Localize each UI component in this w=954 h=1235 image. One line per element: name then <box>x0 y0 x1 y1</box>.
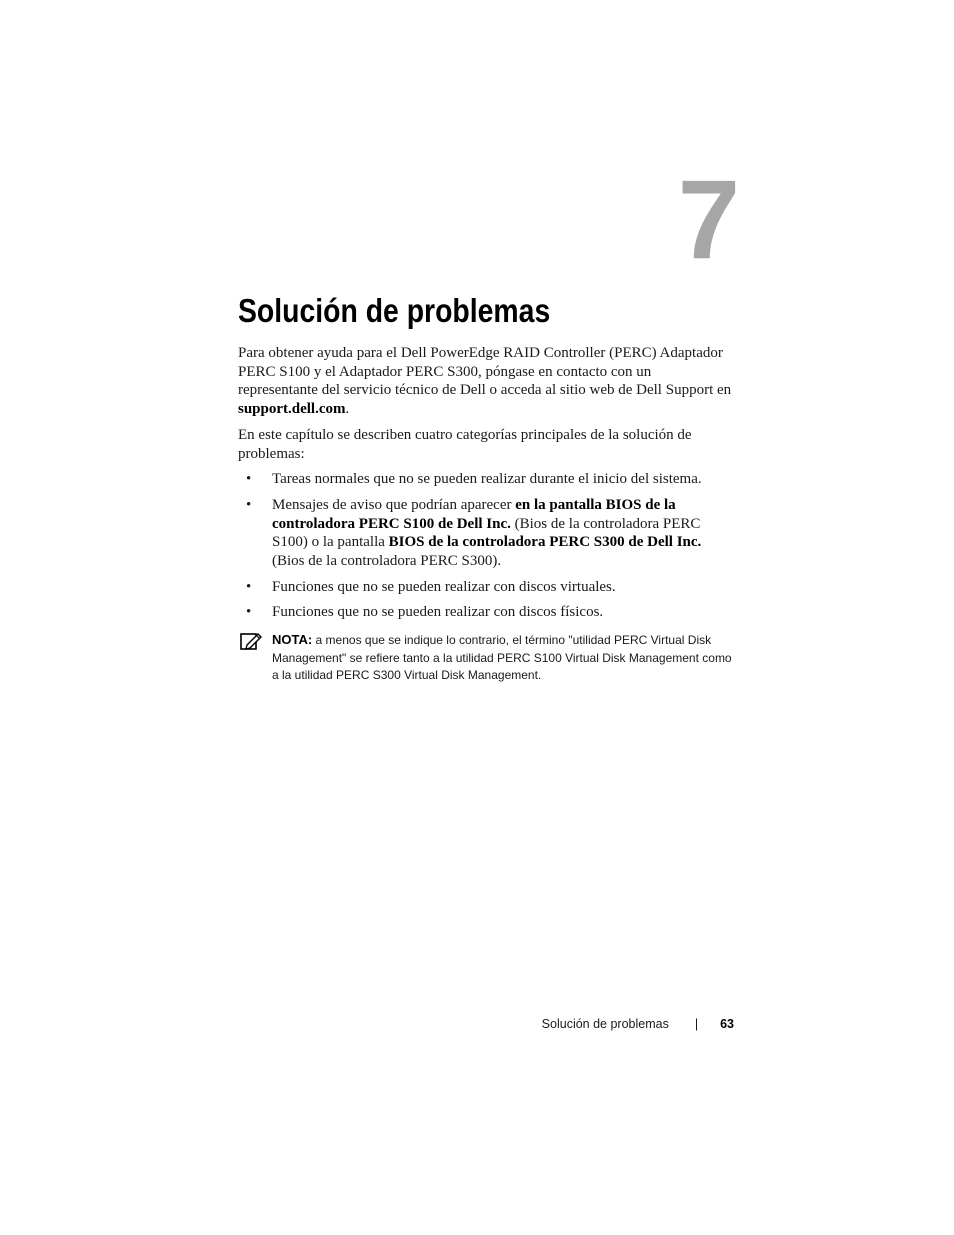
list-item-text: (Bios de la controladora PERC S300). <box>272 553 502 570</box>
footer-separator: | <box>694 1017 699 1031</box>
bullet-glyph: • <box>246 496 252 513</box>
note-box <box>238 631 734 685</box>
category-list <box>238 470 734 622</box>
list-item <box>238 496 734 571</box>
intro-end: . <box>345 401 350 418</box>
list-item-text: Tareas normales que no se pueden realizar durante el inicio del sistema. <box>272 471 702 488</box>
body-text <box>238 344 734 685</box>
page-number: 63 <box>720 1017 734 1031</box>
bullet-glyph: • <box>246 578 252 595</box>
note-label: NOTA: <box>272 632 313 648</box>
bios-s100-screen: en la pantalla BIOS de la controladora PERC S100 de Dell Inc. <box>272 496 676 532</box>
chapter-number: 7 <box>677 157 740 282</box>
intro-paragraph <box>238 344 734 419</box>
list-item-text: Funciones que no se pueden realizar con discos virtuales. <box>272 578 616 595</box>
list-item-text: (Bios de la controladora PERC S100) o la pantalla <box>272 515 701 551</box>
note-body: a menos que se indique lo contrario, el término "utilidad PERC Virtual Disk Management" se refiere tanto a la utilidad PERC S100 Virtual Disk Management como a la utilidad PERC S300 Virtual Disk Management. <box>272 633 732 683</box>
list-item <box>238 603 734 622</box>
lead-paragraph: En este capítulo se describen cuatro categorías principales de la solución de problemas: <box>238 426 692 462</box>
list-item <box>238 470 734 489</box>
note-text <box>272 631 734 685</box>
bullet-glyph: • <box>246 471 252 488</box>
page-title: Solución de problemas <box>238 292 551 329</box>
support-link: support.dell.com <box>238 401 346 418</box>
bios-s300-screen: BIOS de la controladora PERC S300 de Dell Inc. <box>388 534 702 551</box>
footer-section-title: Solución de problemas <box>541 1017 669 1031</box>
bullet-glyph: • <box>246 604 252 621</box>
list-item-text: Funciones que no se pueden realizar con discos físicos. <box>272 604 604 621</box>
note-pencil-icon <box>240 631 262 651</box>
intro-text: Para obtener ayuda para el Dell PowerEdge RAID Controller (PERC) Adaptador PERC S100 y el Adaptador PERC S300, póngase en contacto con un representante del servicio técnico de Dell o acceda al sitio web de Dell Support en <box>238 345 732 399</box>
list-item-text: Mensajes de aviso que podrían aparecer <box>272 496 516 513</box>
page-footer <box>542 1014 734 1034</box>
list-item <box>238 578 734 597</box>
